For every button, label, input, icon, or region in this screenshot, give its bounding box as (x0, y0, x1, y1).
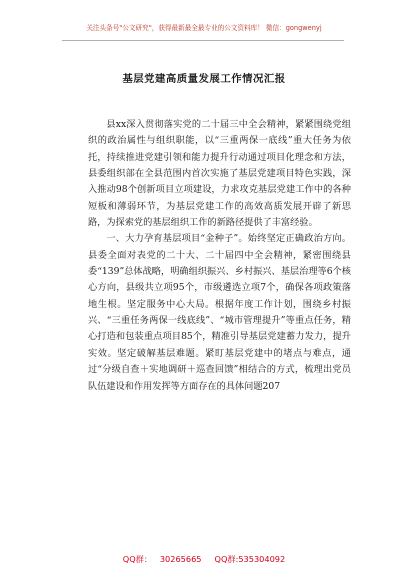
document-title: 基层党建高质量发展工作情况汇报 (122, 73, 286, 85)
header-note: 关注头条号"公文研究"，获得最新最全最专业的公文资料库！ 微信：gongwenyj (86, 24, 322, 32)
footer-note: QQ群： 30265665 QQ群:535304092 (122, 554, 286, 564)
header-divider (62, 40, 344, 41)
document-body (88, 117, 351, 395)
paragraph: 县xx深入贯彻落实党的二十届三中全会精神，紧紧围绕党组织的政治属性与组织职能，以“三重两保一底线”重大任务为依托，持续推进党建引领和能力提升行动通过项目化理念和方法，县委组织部在全县范围内首次实施了基层党建项目特色实践，深入推动98个创新项目立项建设，力求攻克基层党建工作中的各种短板和薄弱环节，为基层党建工作的高效高质发展开辟了新思路，为探索党的基层组织工作的新路径提供了丰富经验。 (88, 119, 351, 229)
paragraph: 一、大力孕育基层项目“金种子”。始终坚定正确政治方向。县委全面对表党的二十大、二十届四中全会精神，紧密围绕县委“139”总体战略，明确组织振兴、乡村振兴、基层治理等6个核心方向，县级共立项95个，市级遴选立项7个，确保各项政策落地生根。坚定服务中心大局。根据年度工作计划，围绕乡村振兴、“三重任务两保一线底线”、“城市管理提升”等重点任务，精心打造和包装重点项目85个，精准引导基层党建蓄力发力，提升实效。坚定破解基层难题。紧盯基层党建中的堵点与难点，通过“分级自查＋实地调研＋巡查回馈”相结合的方式，梳理出党员队伍建设和作用发挥等方面存在的具体问题207 (88, 233, 351, 392)
